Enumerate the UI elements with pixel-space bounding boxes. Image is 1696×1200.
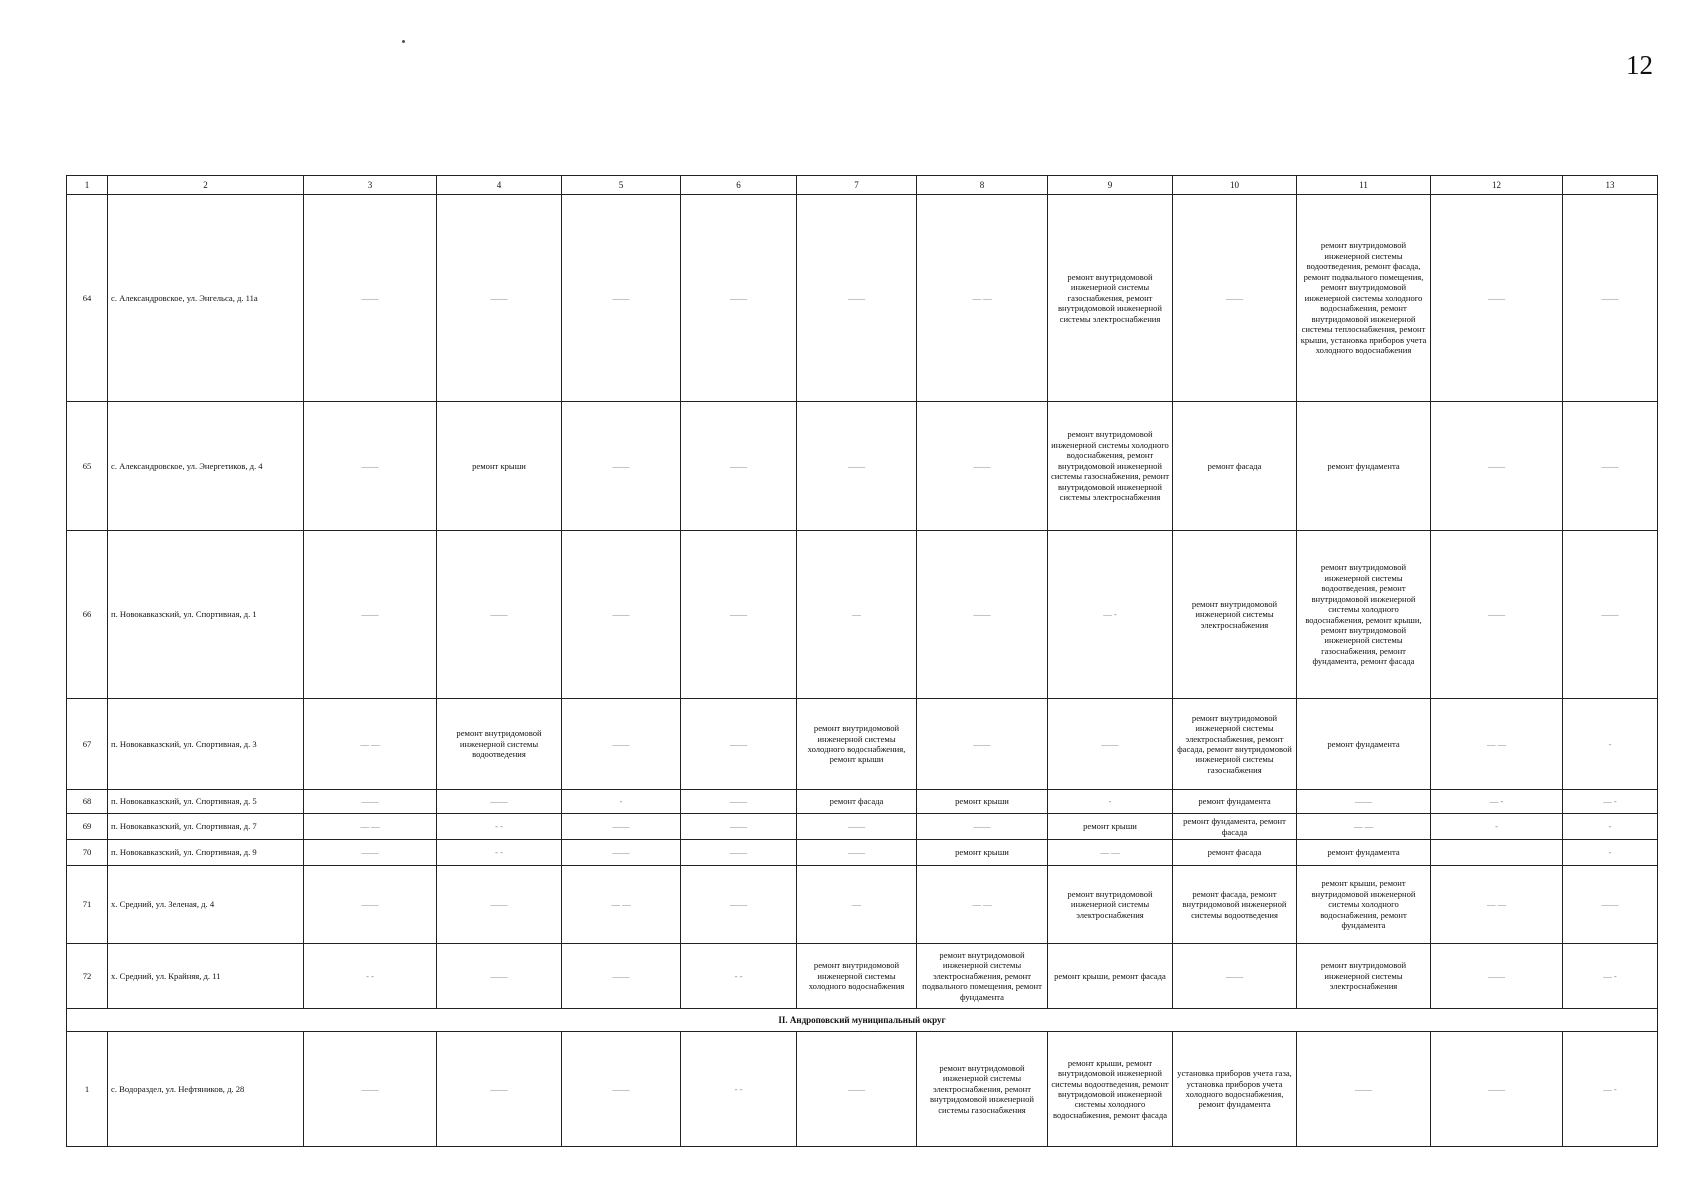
work-cell: —— — [304, 866, 437, 944]
scan-speck — [402, 40, 405, 43]
work-cell: ремонт внутридомовой инженерной системы электроснабжения — [1297, 944, 1431, 1009]
work-cell — [1431, 840, 1563, 866]
work-cell: ремонт внутридомовой инженерной системы электроснабжения, ремонт подвального помещения, ремонт фундамента — [917, 944, 1048, 1009]
row-number: 68 — [67, 790, 108, 814]
work-cell: —— — [1297, 790, 1431, 814]
work-cell: —— — [797, 840, 917, 866]
address-cell: п. Новокавказский, ул. Спортивная, д. 7 — [108, 814, 304, 840]
work-cell: —— — [562, 1032, 681, 1147]
work-cell: - — [1048, 790, 1173, 814]
work-cell: —— — [797, 1032, 917, 1147]
work-cell: —— — [1431, 195, 1563, 402]
work-cell: —— — [304, 402, 437, 531]
work-cell: ремонт крыши, ремонт внутридомовой инженерной системы холодного водоснабжения, ремонт фундамента — [1297, 866, 1431, 944]
work-cell: —— — [562, 402, 681, 531]
work-cell: — - — [1431, 790, 1563, 814]
work-cell: ремонт внутридомовой инженерной системы электроснабжения — [1048, 866, 1173, 944]
work-cell: —— — [304, 840, 437, 866]
work-cell: ремонт внутридомовой инженерной системы электроснабжения, ремонт фасада, ремонт внутридомовой инженерной системы газоснабжения — [1173, 699, 1297, 790]
work-cell: ремонт внутридомовой инженерной системы водоотведения — [437, 699, 562, 790]
work-cell: - — [1563, 840, 1658, 866]
work-cell: — — [797, 866, 917, 944]
work-cell: — — — [1431, 866, 1563, 944]
work-cell: —— — [917, 531, 1048, 699]
work-cell: —— — [917, 814, 1048, 840]
column-number: 10 — [1173, 176, 1297, 195]
work-cell: ремонт внутридомовой инженерной системы водоотведения, ремонт фасада, ремонт подвального помещения, ремонт внутридомовой инженерной системы холодного водоснабжения, ремонт внутридомовой инженерной системы теплоснабжения, ремонт крыши, установка приборов учета холодного водоснабжения — [1297, 195, 1431, 402]
table-row — [67, 840, 1658, 866]
table-row — [67, 790, 1658, 814]
work-cell: ремонт фасада, ремонт внутридомовой инженерной системы водоотведения — [1173, 866, 1297, 944]
column-number: 4 — [437, 176, 562, 195]
work-cell: ремонт внутридомовой инженерной системы водоотведения, ремонт внутридомовой инженерной системы холодного водоснабжения, ремонт крыши, ремонт внутридомовой инженерной системы газоснабжения, ремонт фундамента, ремонт фасада — [1297, 531, 1431, 699]
work-cell: - — [1431, 814, 1563, 840]
work-cell: — — — [1431, 699, 1563, 790]
table-row — [67, 1032, 1658, 1147]
work-cell: ремонт фундамента — [1297, 402, 1431, 531]
column-number: 8 — [917, 176, 1048, 195]
table-row — [67, 699, 1658, 790]
column-number-row — [67, 176, 1658, 195]
work-cell: —— — [1563, 531, 1658, 699]
row-number: 69 — [67, 814, 108, 840]
work-cell: - — [1563, 699, 1658, 790]
column-number: 3 — [304, 176, 437, 195]
column-number: 12 — [1431, 176, 1563, 195]
work-cell: —— — [437, 944, 562, 1009]
work-cell: —— — [917, 402, 1048, 531]
work-cell: —— — [681, 790, 797, 814]
address-cell: х. Средний, ул. Зеленая, д. 4 — [108, 866, 304, 944]
section-title: II. Андроповский муниципальный округ — [67, 1009, 1658, 1032]
work-cell: ремонт крыши — [437, 402, 562, 531]
work-cell: —— — [797, 195, 917, 402]
work-cell: ремонт внутридомовой инженерной системы электроснабжения, ремонт внутридомовой инженерной системы газоснабжения — [917, 1032, 1048, 1147]
work-cell: —— — [681, 814, 797, 840]
work-cell: —— — [437, 1032, 562, 1147]
column-number: 7 — [797, 176, 917, 195]
work-cell: —— — [562, 699, 681, 790]
work-cell: - - — [437, 840, 562, 866]
work-cell: — — [797, 531, 917, 699]
address-cell: п. Новокавказский, ул. Спортивная, д. 9 — [108, 840, 304, 866]
work-cell: —— — [681, 699, 797, 790]
column-number: 9 — [1048, 176, 1173, 195]
column-number: 5 — [562, 176, 681, 195]
address-cell: с. Александровское, ул. Энергетиков, д. 4 — [108, 402, 304, 531]
table-body — [67, 176, 1658, 1147]
address-cell: с. Александровское, ул. Энгельса, д. 11а — [108, 195, 304, 402]
table-row — [67, 814, 1658, 840]
work-cell: —— — [1431, 1032, 1563, 1147]
work-cell: ремонт крыши — [917, 790, 1048, 814]
work-cell: ремонт фундамента, ремонт фасада — [1173, 814, 1297, 840]
work-cell: ремонт внутридомовой инженерной системы холодного водоснабжения — [797, 944, 917, 1009]
work-cell: - - — [681, 1032, 797, 1147]
work-cell: ремонт фундамента — [1173, 790, 1297, 814]
work-cell: - - — [304, 944, 437, 1009]
work-cell: —— — [681, 840, 797, 866]
column-number: 13 — [1563, 176, 1658, 195]
address-cell: с. Водораздел, ул. Нефтяников, д. 28 — [108, 1032, 304, 1147]
work-cell: ремонт фундамента — [1297, 840, 1431, 866]
work-cell: —— — [437, 790, 562, 814]
work-cell: — — — [1048, 840, 1173, 866]
work-cell: —— — [1563, 195, 1658, 402]
work-cell: —— — [562, 840, 681, 866]
table-row — [67, 195, 1658, 402]
work-cell: ремонт внутридомовой инженерной системы электроснабжения — [1173, 531, 1297, 699]
work-cell: — - — [1048, 531, 1173, 699]
work-cell: —— — [1431, 402, 1563, 531]
column-number: 11 — [1297, 176, 1431, 195]
row-number: 66 — [67, 531, 108, 699]
work-cell: ремонт крыши, ремонт фасада — [1048, 944, 1173, 1009]
work-cell: —— — [562, 531, 681, 699]
table-row — [67, 402, 1658, 531]
row-number: 71 — [67, 866, 108, 944]
work-cell: —— — [681, 866, 797, 944]
work-cell: —— — [304, 531, 437, 699]
work-cell: —— — [1297, 1032, 1431, 1147]
work-cell: ремонт крыши — [1048, 814, 1173, 840]
section-row — [67, 1009, 1658, 1032]
work-cell: —— — [797, 814, 917, 840]
work-cell: —— — [681, 402, 797, 531]
work-cell: установка приборов учета газа, установка приборов учета холодного водоснабжения, ремонт фундамента — [1173, 1032, 1297, 1147]
work-cell: —— — [304, 1032, 437, 1147]
work-cell: —— — [681, 531, 797, 699]
work-cell: —— — [1563, 402, 1658, 531]
work-cell: ремонт фасада — [1173, 840, 1297, 866]
work-cell: —— — [437, 531, 562, 699]
address-cell: п. Новокавказский, ул. Спортивная, д. 1 — [108, 531, 304, 699]
table-row — [67, 866, 1658, 944]
row-number: 72 — [67, 944, 108, 1009]
work-cell: —— — [917, 699, 1048, 790]
row-number: 1 — [67, 1032, 108, 1147]
work-cell: —— — [1563, 866, 1658, 944]
address-cell: п. Новокавказский, ул. Спортивная, д. 5 — [108, 790, 304, 814]
column-number: 6 — [681, 176, 797, 195]
work-cell: —— — [1173, 944, 1297, 1009]
work-cell: —— — [1431, 531, 1563, 699]
row-number: 67 — [67, 699, 108, 790]
work-cell: - — [1563, 814, 1658, 840]
work-cell: ремонт внутридомовой инженерной системы холодного водоснабжения, ремонт внутридомовой инженерной системы газоснабжения, ремонт внутридомовой инженерной системы электроснабжения — [1048, 402, 1173, 531]
work-cell: —— — [437, 195, 562, 402]
work-cell: — — — [1297, 814, 1431, 840]
work-cell: ремонт крыши — [917, 840, 1048, 866]
address-cell: х. Средний, ул. Крайняя, д. 11 — [108, 944, 304, 1009]
column-number: 1 — [67, 176, 108, 195]
work-cell: ремонт внутридомовой инженерной системы холодного водоснабжения, ремонт крыши — [797, 699, 917, 790]
page-number: 12 — [1626, 50, 1653, 80]
work-cell: — — — [917, 195, 1048, 402]
table-row — [67, 944, 1658, 1009]
table-row — [67, 531, 1658, 699]
work-cell: —— — [1048, 699, 1173, 790]
column-number: 2 — [108, 176, 304, 195]
work-cell: ремонт внутридомовой инженерной системы газоснабжения, ремонт внутридомовой инженерной системы электроснабжения — [1048, 195, 1173, 402]
work-cell: —— — [304, 790, 437, 814]
work-cell: - — [562, 790, 681, 814]
address-cell: п. Новокавказский, ул. Спортивная, д. 3 — [108, 699, 304, 790]
work-cell: ремонт фасада — [797, 790, 917, 814]
work-cell: —— — [562, 195, 681, 402]
work-cell: — — — [917, 866, 1048, 944]
work-cell: —— — [1431, 944, 1563, 1009]
row-number: 64 — [67, 195, 108, 402]
work-cell: ремонт фундамента — [1297, 699, 1431, 790]
work-cell: —— — [437, 866, 562, 944]
work-cell: —— — [1173, 195, 1297, 402]
row-number: 65 — [67, 402, 108, 531]
work-cell: ремонт фасада — [1173, 402, 1297, 531]
row-number: 70 — [67, 840, 108, 866]
work-cell: —— — [681, 195, 797, 402]
work-cell: — — — [304, 814, 437, 840]
work-cell: — - — [1563, 790, 1658, 814]
work-cell: —— — [562, 944, 681, 1009]
work-cell: - - — [437, 814, 562, 840]
work-cell: — — — [304, 699, 437, 790]
repair-schedule-table — [66, 175, 1658, 1147]
work-cell: —— — [562, 814, 681, 840]
work-cell: — - — [1563, 1032, 1658, 1147]
work-cell: ремонт крыши, ремонт внутридомовой инженерной системы водоотведения, ремонт внутридомовой инженерной системы холодного водоснабжения, ремонт фасада — [1048, 1032, 1173, 1147]
work-cell: — — — [562, 866, 681, 944]
work-cell: —— — [304, 195, 437, 402]
work-cell: - - — [681, 944, 797, 1009]
work-cell: —— — [797, 402, 917, 531]
work-cell: — - — [1563, 944, 1658, 1009]
